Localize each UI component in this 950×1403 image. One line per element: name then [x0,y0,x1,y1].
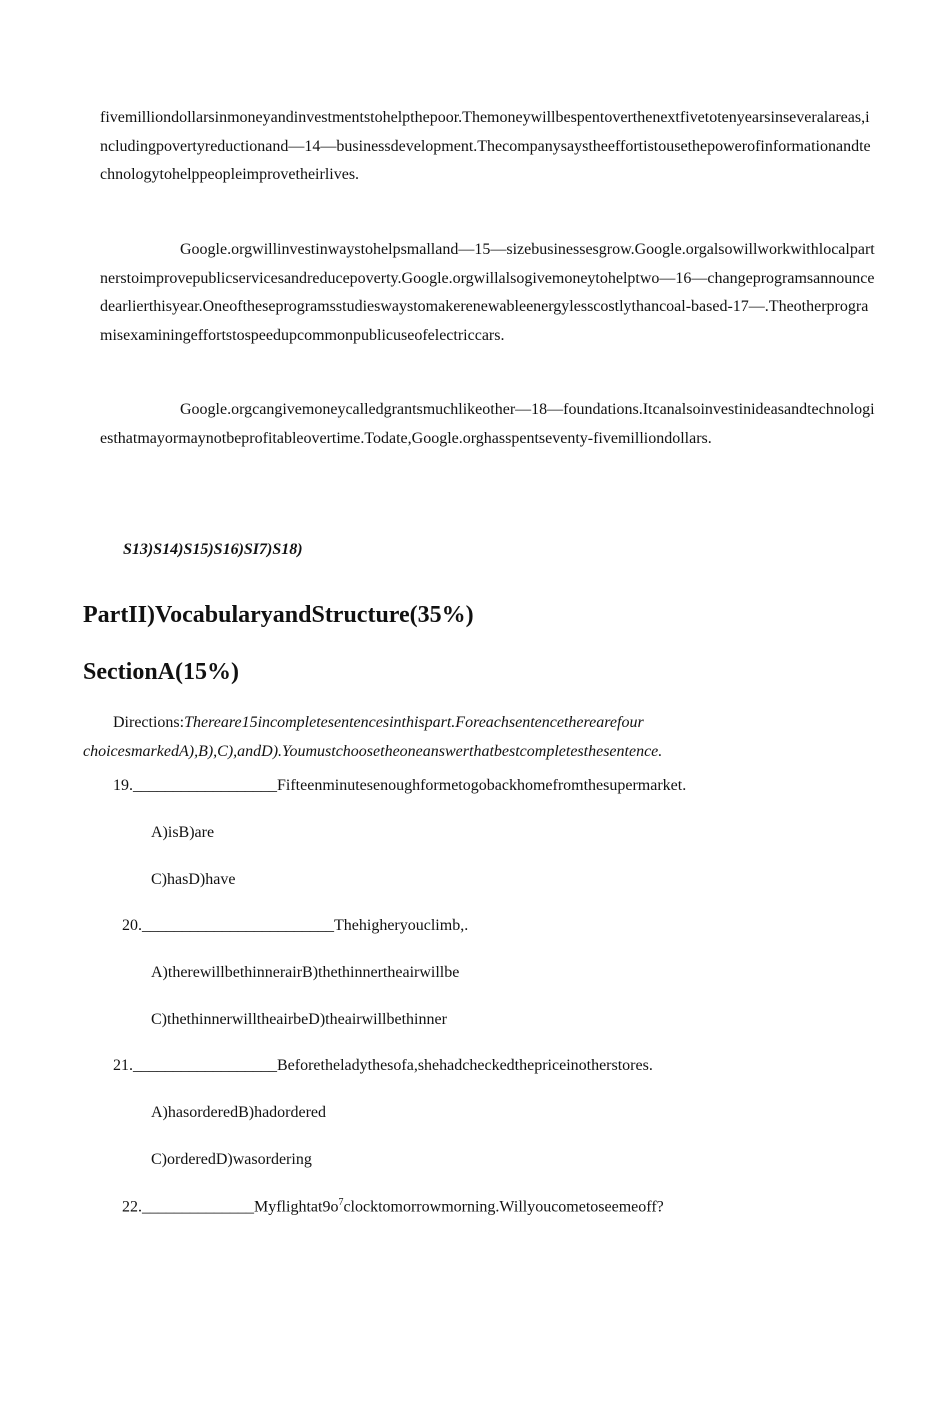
question-20-options-cd: C)thethinnerwilltheairbeD)theairwillbethinner [151,1011,447,1028]
passage-paragraph-1 [100,104,875,190]
question-22-prompt-start: 22.______________Myflightat9o [122,1198,339,1216]
passage-paragraph-1-text: fivemilliondollarsinmoneyandinvestmentstohelpthepoor.Themoneywillbespentoverthenextfivetotenyearsinseveralareas,includingpovertyreductionand—14—businessdevelopment.Thecompanysaystheeffortistousethepowerofinformationandtechnologytohelppeopleimprovetheirlives. [100,109,871,183]
directions [83,709,873,766]
part-heading: PartII)VocabularyandStructure(35%) [83,602,474,628]
question-21-prompt: 21.__________________Beforetheladythesofa,shehadcheckedthepriceinotherstores. [113,1057,653,1074]
question-22-prompt-superscript: 7 [338,1197,344,1208]
question-20-options-ab: A)therewillbethinnerairB)thethinnertheairwillbe [151,964,460,981]
passage-paragraph-2-text: Google.orgwillinvestinwaystohelpsmalland—15—sizebusinessesgrow.Google.orgalsowillworkwithlocalpartnerstoimprovepublicservicesandreducepoverty.Google.orgwillalsogivemoneytohelptwo—16—changeprogramsannouncedearlierthisyear.Oneoftheseprogramsstudieswaystomakerenewableenergylesscostlythancoal-based-17—.Theotherprogramisexaminingeffortstospeedupcommonpublicuseofelectriccars. [100,241,875,344]
section-heading: SectionA(15%) [83,659,239,685]
question-21-options-ab: A)hasorderedB)hadordered [151,1104,327,1121]
question-20-prompt: 20.________________________Thehigheryouclimb,. [122,917,469,934]
question-22-prompt-end: clocktomorrowmorning.Willyoucometoseemeoff? [343,1198,664,1216]
directions-label: Directions: [113,714,185,731]
question-19-options-ab: A)isB)are [151,824,215,841]
passage-paragraph-3-text: Google.orgcangivemoneycalledgrantsmuchlikeother—18—foundations.Itcanalsoinvestinideasandtechnologiesthatmayormaynotbeprofitableovertime.Todate,Google.orghasspentseventy-fivemilliondollars. [100,401,875,447]
question-19-options-cd: C)hasD)have [151,871,236,888]
question-22-prompt [122,1197,664,1216]
passage-paragraph-3 [100,396,875,453]
passage-paragraph-2 [100,236,875,350]
question-21-options-cd: C)orderedD)wasordering [151,1151,312,1168]
score-boxes-line: S13)S14)S15)S16)SI7)S18) [123,541,303,558]
directions-text: Thereare15incompletesentencesinthispart.Foreachsentencetherearefour choicesmarkedA),B),C),andD).Youmustchoosetheoneanswerthatbestcompletesthesentence. [83,714,663,760]
question-19-prompt: 19.__________________Fifteenminutesenoughformetogobackhomefromthesupermarket. [113,777,687,794]
